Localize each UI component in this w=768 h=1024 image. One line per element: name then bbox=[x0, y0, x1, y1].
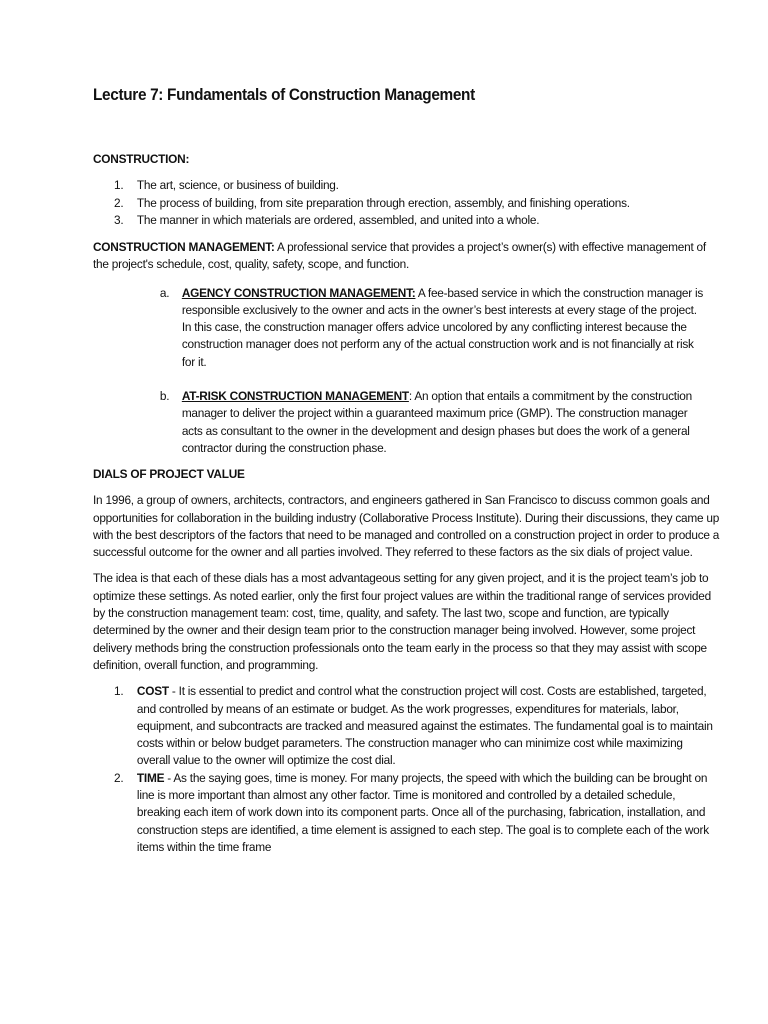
agency-cm-heading: AGENCY CONSTRUCTION MANAGEMENT: bbox=[181, 285, 416, 300]
construction-management-heading: CONSTRUCTION MANAGEMENT: bbox=[93, 240, 275, 254]
construction-management-definition: CONSTRUCTION MANAGEMENT: A professional service that provides a project’s owner(s) with effective management of the project's schedule, cost, quality, safety, scope, and function. bbox=[93, 240, 706, 272]
list-item: 1. The art, science, or business of building. bbox=[114, 178, 339, 193]
list-item: 1. COST - It is essential to predict and control what the construction project will cost. Costs are established, targeted, and controlled by means of an estimate or budget. As the work progresses, expenditures for materials, labor, equipment, and subcontracts are tracked and measured against the estimates. The fundamental goal is to maintain costs within or below budget parameters. The construction manager who can minimize cost while maximizing overall value to the owner will optimize the cost dial. bbox=[114, 684, 713, 768]
list-item: a. AGENCY CONSTRUCTION MANAGEMENT: A fee-based service in which the construction manager is responsible exclusively to the owner and acts in the owner’s best interests at every stage of the project. In this case, the construction manager offers advice uncolored by any conflicting interest because the construction manager does not perform any of the actual construction work and is not financially at risk for it. bbox=[159, 285, 704, 369]
dials-heading: DIALS OF PROJECT VALUE bbox=[93, 467, 245, 481]
construction-section bbox=[93, 151, 722, 229]
construction-heading: CONSTRUCTION: bbox=[93, 152, 190, 166]
time-heading: TIME bbox=[136, 770, 165, 785]
construction-list bbox=[93, 177, 722, 229]
construction-management-list bbox=[93, 285, 706, 458]
dials-list bbox=[93, 683, 714, 856]
cost-heading: COST bbox=[136, 684, 169, 699]
dials-section bbox=[93, 466, 722, 856]
list-item: 3. The manner in which materials are ordered, assembled, and united into a whole. bbox=[114, 212, 540, 227]
construction-management-section bbox=[93, 239, 722, 457]
dials-paragraph-1: In 1996, a group of owners, architects, contractors, and engineers gathered in San Francisco to discuss common goals and opportunities for collaboration in the building industry (Collaborative Process Institute). During their discussions, they came up with the best descriptors of the factors that need to be managed and controlled on a construction project in order to produce a successful outcome for the owner and all parties involved. They referred to these factors as the six dials of project value. bbox=[93, 493, 720, 560]
list-item: b. AT-RISK CONSTRUCTION MANAGEMENT: An option that entails a commitment by the construction manager to deliver the project within a guaranteed maximum price (GMP). The construction manager acts as consultant to the owner in the development and design phases but does the work of a general contractor during the construction phase. bbox=[159, 389, 692, 455]
dials-paragraph-2: The idea is that each of these dials has a most advantageous setting for any given project, and it is the project team’s job to optimize these settings. As noted earlier, only the first four project values are within the traditional range of services provided by the construction management team: cost, time, quality, and safety. The last two, scope and function, are typically determined by the owner and their design team prior to the construction manager being involved. However, some project delivery methods bring the construction professionals onto the team early in the process so that they may assist with scope definition, overall function, and programming. bbox=[93, 571, 711, 672]
at-risk-cm-heading: AT-RISK CONSTRUCTION MANAGEMENT bbox=[181, 389, 409, 404]
list-item: 2. TIME - As the saying goes, time is money. For many projects, the speed with which the building can be brought on line is more important than almost any other factor. Time is monitored and controlled by a detailed schedule, breaking each item of work down into its component parts. Once all of the purchasing, fabrication, installation, and construction steps are identified, a time element is assigned to each step. The goal is to complete each of the work items within the time frame bbox=[114, 770, 709, 854]
list-item: 2. The process of building, from site preparation through erection, assembly, and finishing operations. bbox=[114, 195, 630, 210]
page-title: Lecture 7: Fundamentals of Construction Management bbox=[93, 86, 475, 104]
